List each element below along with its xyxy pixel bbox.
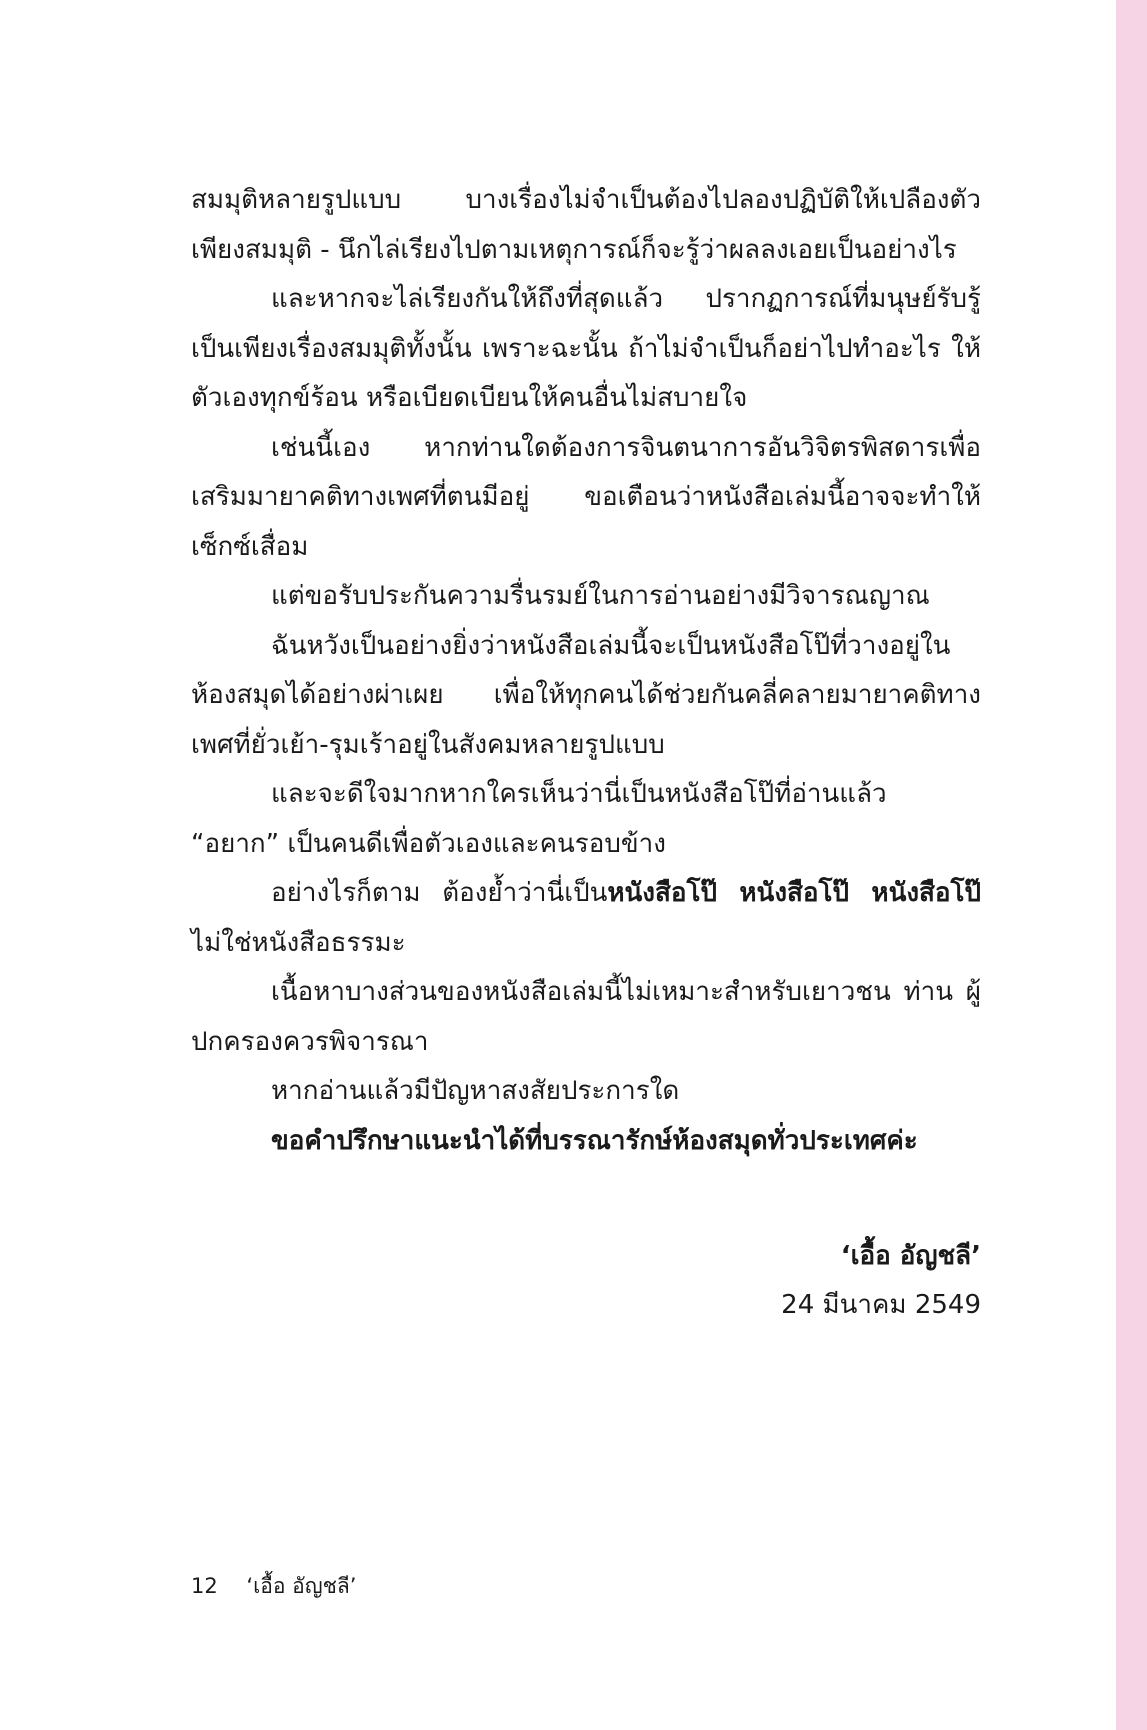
paragraph-6: และจะดีใจมากหากใครเห็นว่านี่เป็นหนังสือโป๊ที่อ่านแล้ว “อยาก” เป็นคนดีเพื่อตัวเองและคนรอบข้าง xyxy=(191,779,887,859)
page-number: 12 xyxy=(191,1574,218,1598)
paragraph-2: และหากจะไล่เรียงกันให้ถึงที่สุดแล้ว ปรากฏการณ์ที่มนุษย์รับรู้ เป็นเพียงเรื่องสมมุติทั้งนั้น เพราะฉะนั้น ถ้าไม่จำเป็นก็อย่าไปทำอะไร ให้ตัวเองทุกข์ร้อน หรือเบียดเบียนให้คนอื่นไม่สบายใจ xyxy=(191,284,981,413)
paragraph-1: สมมุติหลายรูปแบบ บางเรื่องไม่จำเป็นต้องไปลองปฏิบัติให้เปลืองตัว เพียงสมมุติ - นึกไล่เรียงไปตามเหตุการณ์ก็จะรู้ว่าผลลงเอยเป็นอย่างไร xyxy=(191,185,981,265)
footer-author: ‘เอื้อ อัญชลี’ xyxy=(246,1574,357,1598)
paragraph-7-lead: อย่างไรก็ตาม ต้องย้ำว่านี่เป็น xyxy=(271,878,608,908)
paragraph-4: แต่ขอรับประกันความรื่นรมย์ในการอ่านอย่างมีวิจารณญาณ xyxy=(271,581,930,611)
author-signature: ‘เอื้อ อัญชลี’ xyxy=(840,1241,981,1271)
paragraph-7-emphasis: หนังสือโป๊ หนังสือโป๊ หนังสือโป๊ xyxy=(607,878,981,908)
side-color-strip xyxy=(1116,0,1147,1730)
page-footer xyxy=(191,1571,356,1601)
paragraph-9: หากอ่านแล้วมีปัญหาสงสัยประการใด xyxy=(271,1076,680,1106)
paragraph-10: ขอคำปรึกษาแนะนำได้ที่บรรณารักษ์ห้องสมุดทั่วประเทศค่ะ xyxy=(271,1125,918,1156)
signature-block xyxy=(781,1232,981,1330)
paragraph-8: เนื้อหาบางส่วนของหนังสือเล่มนี้ไม่เหมาะสำหรับเยาวชน ท่าน ผู้ปกครองควรพิจารณา xyxy=(191,977,981,1057)
paragraph-7-tail: ไม่ใช่หนังสือธรรมะ xyxy=(191,927,406,958)
signature-date: 24 มีนาคม 2549 xyxy=(781,1290,981,1320)
paragraph-3: เช่นนี้เอง หากท่านใดต้องการจินตนาการอันวิจิตรพิสดารเพื่อ เสริมมายาคติทางเพศที่ตนมีอยู่ ขอเตือนว่าหนังสือเล่มนี้อาจจะทำให้ เซ็กซ์เสื่อม xyxy=(191,432,981,562)
paragraph-7 xyxy=(191,869,981,968)
paragraph-5: ฉันหวังเป็นอย่างยิ่งว่าหนังสือเล่มนี้จะเป็นหนังสือโป๊ที่วางอยู่ใน ห้องสมุดได้อย่างผ่าเผย เพื่อให้ทุกคนได้ช่วยกันคลี่คลายมายาคติทาง เพศที่ยั่วเย้า-รุมเร้าอยู่ในสังคมหลายรูปแบบ xyxy=(191,630,981,760)
body-text xyxy=(191,176,981,1166)
